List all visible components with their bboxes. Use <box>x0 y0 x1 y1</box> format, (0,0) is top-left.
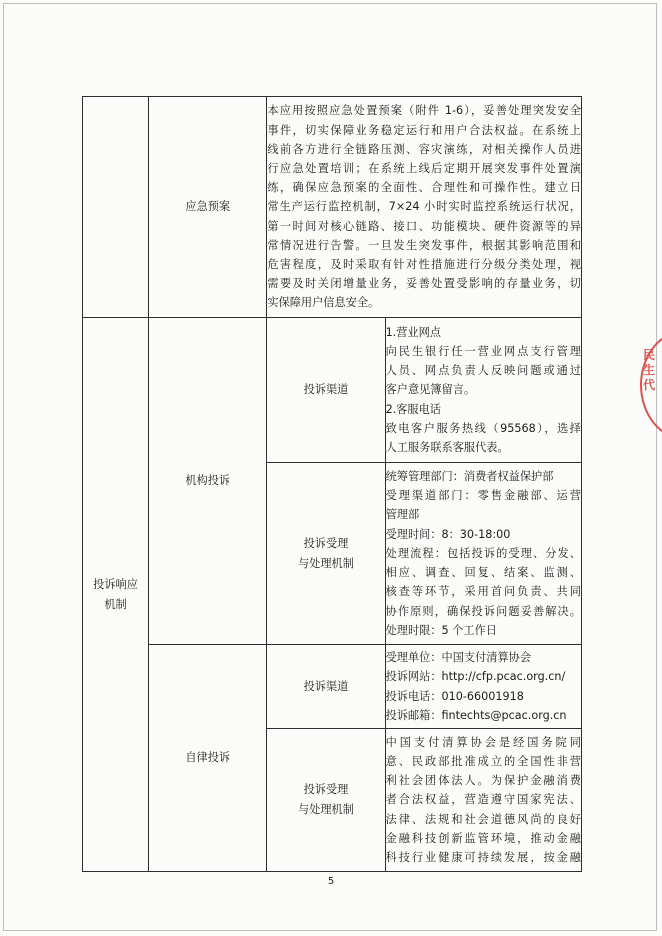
selfregulatory-handling-label-line: 投诉受理 <box>303 783 349 796</box>
institution-channel-line: 人员、网点负责人反映问题或通过 <box>385 364 581 378</box>
emergency-line: 常情况进行告警。一旦发生突发事件，根据其影响范围和 <box>267 238 581 252</box>
emergency-blank-cell <box>83 97 149 318</box>
institution-channel-line: 2.客服电话 <box>385 402 441 416</box>
institution-handling-line: 统筹管理部门：消费者权益保护部 <box>385 470 554 484</box>
institution-handling-content-cell <box>385 463 581 645</box>
policy-table <box>82 96 582 872</box>
institution-handling-line: 受理渠道部门：零售金融部、运营 <box>385 489 581 503</box>
institution-handling-label-line: 与处理机制 <box>297 556 354 570</box>
institution-handling-label-line: 投诉受理 <box>303 536 349 550</box>
selfregulatory-channel-line: 投诉电话：010-66001918 <box>385 689 524 703</box>
institution-handling-line: 处理时限：5 个工作日 <box>385 623 497 637</box>
emergency-line: 需要及时关闭增量业务，妥善处置受影响的存量业务，切 <box>267 277 581 291</box>
complaint-mechanism-label-line: 投诉响应 <box>93 577 138 591</box>
institution-complaint-label-cell <box>149 318 267 645</box>
selfregulatory-channel-line: 受理单位：中国支付清算协会 <box>385 651 532 665</box>
selfregulatory-channel-label-cell <box>267 645 385 729</box>
institution-channel-line: 致电客户服务热线（95568），选择 <box>385 421 581 435</box>
selfregulatory-complaint-label-cell <box>149 645 267 872</box>
page-number: 5 <box>327 876 335 887</box>
complaint-mechanism-label-line: 机制 <box>104 597 127 611</box>
selfregulatory-handling-content-cell <box>385 729 581 872</box>
selfregulatory-handling-line: 法律、法规和社会道德风尚的良好 <box>385 812 581 826</box>
selfregulatory-handling-line: 科技行业健康可持续发展，按金融 <box>385 851 581 864</box>
emergency-line: 实保障用户信息安全。 <box>267 296 380 310</box>
emergency-line: 危害程度，及时采取有针对性措施进行分级分类处理，视 <box>267 258 581 271</box>
emergency-line: 事件，切实保障业务稳定运行和用户合法权益。在系统上 <box>267 123 581 137</box>
institution-channel-line: 向民生银行任一营业网点支行管理 <box>385 344 581 358</box>
emergency-line: 第一时间对核心链路、接口、功能模块、硬件资源等的异 <box>267 219 581 233</box>
emergency-label-cell <box>149 97 267 318</box>
emergency-line: 本应用按照应急处置预案（附件 1-6），妥善处理突发安全 <box>267 104 581 118</box>
selfregulatory-handling-label-cell <box>267 729 385 872</box>
institution-handling-label-cell <box>267 463 385 645</box>
seal-stamp <box>640 330 662 440</box>
selfregulatory-handling-line: 金融科技创新监管环境，推动金融 <box>385 831 581 845</box>
institution-handling-line: 受理时间：8：30-18:00 <box>385 527 511 541</box>
selfregulatory-channel-label: 投诉渠道 <box>303 679 349 693</box>
institution-handling-line: 核查等环节，采用首问负责、共同 <box>385 585 581 599</box>
institution-channel-line: 人工服务联系客服代表。 <box>385 441 509 454</box>
table-row-institution-channel <box>83 318 582 463</box>
complaint-mechanism-label-cell <box>83 318 149 872</box>
emergency-line: 练，确保应急预案的全面性、合理性和可操作性。建立日 <box>267 181 581 195</box>
institution-channel-content-cell <box>385 318 581 463</box>
emergency-line: 线前各方进行全链路压测、容灾演练，对相关操作人员进 <box>267 142 581 156</box>
table-row-emergency <box>83 97 582 318</box>
institution-complaint-label: 机构投诉 <box>185 474 231 488</box>
institution-channel-label-cell <box>267 318 385 463</box>
selfregulatory-channel-line: 投诉邮箱：fintechts@pcac.org.cn <box>385 708 567 722</box>
institution-handling-line: 协作原则，确保投诉问题妥善解决。 <box>385 604 581 618</box>
selfregulatory-channel-content-cell <box>385 645 581 729</box>
emergency-line: 常生产运行监控机制，7×24 小时实时监控系统运行状况， <box>267 200 581 214</box>
institution-channel-line: 客户意见簿留言。 <box>385 383 476 397</box>
institution-channel-label: 投诉渠道 <box>303 383 349 397</box>
institution-handling-line: 相应、调查、回复、结案、监测、 <box>385 566 581 580</box>
seal-glyph: 民 <box>643 348 656 362</box>
selfregulatory-channel-line: 投诉网站：http://cfp.pcac.org.cn/ <box>385 670 566 684</box>
table-row-selfregulatory-channel <box>83 645 582 729</box>
selfregulatory-handling-line: 者合法权益，营造遵守国家宪法、 <box>385 793 581 807</box>
institution-channel-line: 1.营业网点 <box>385 325 441 339</box>
emergency-line: 行应急处置培训；在系统上线后定期开展突发事件处置演 <box>267 161 581 175</box>
institution-handling-line: 管理部 <box>385 508 420 522</box>
seal-glyphs <box>643 348 657 393</box>
selfregulatory-complaint-label: 自律投诉 <box>185 751 231 765</box>
selfregulatory-handling-label-line: 与处理机制 <box>297 803 354 816</box>
selfregulatory-handling-line: 利社会团体法人。为保护金融消费 <box>385 774 581 788</box>
seal-glyph: 生 <box>643 363 656 377</box>
emergency-content-cell <box>267 97 582 318</box>
emergency-label: 应急预案 <box>185 200 231 214</box>
institution-handling-line: 处理流程：包括投诉的受理、分发、 <box>385 546 581 560</box>
seal-glyph: 代 <box>643 378 656 392</box>
selfregulatory-handling-line: 意、民政部批准成立的全国性非营 <box>385 754 581 768</box>
selfregulatory-handling-line: 中国支付清算协会是经国务院同 <box>385 735 581 749</box>
